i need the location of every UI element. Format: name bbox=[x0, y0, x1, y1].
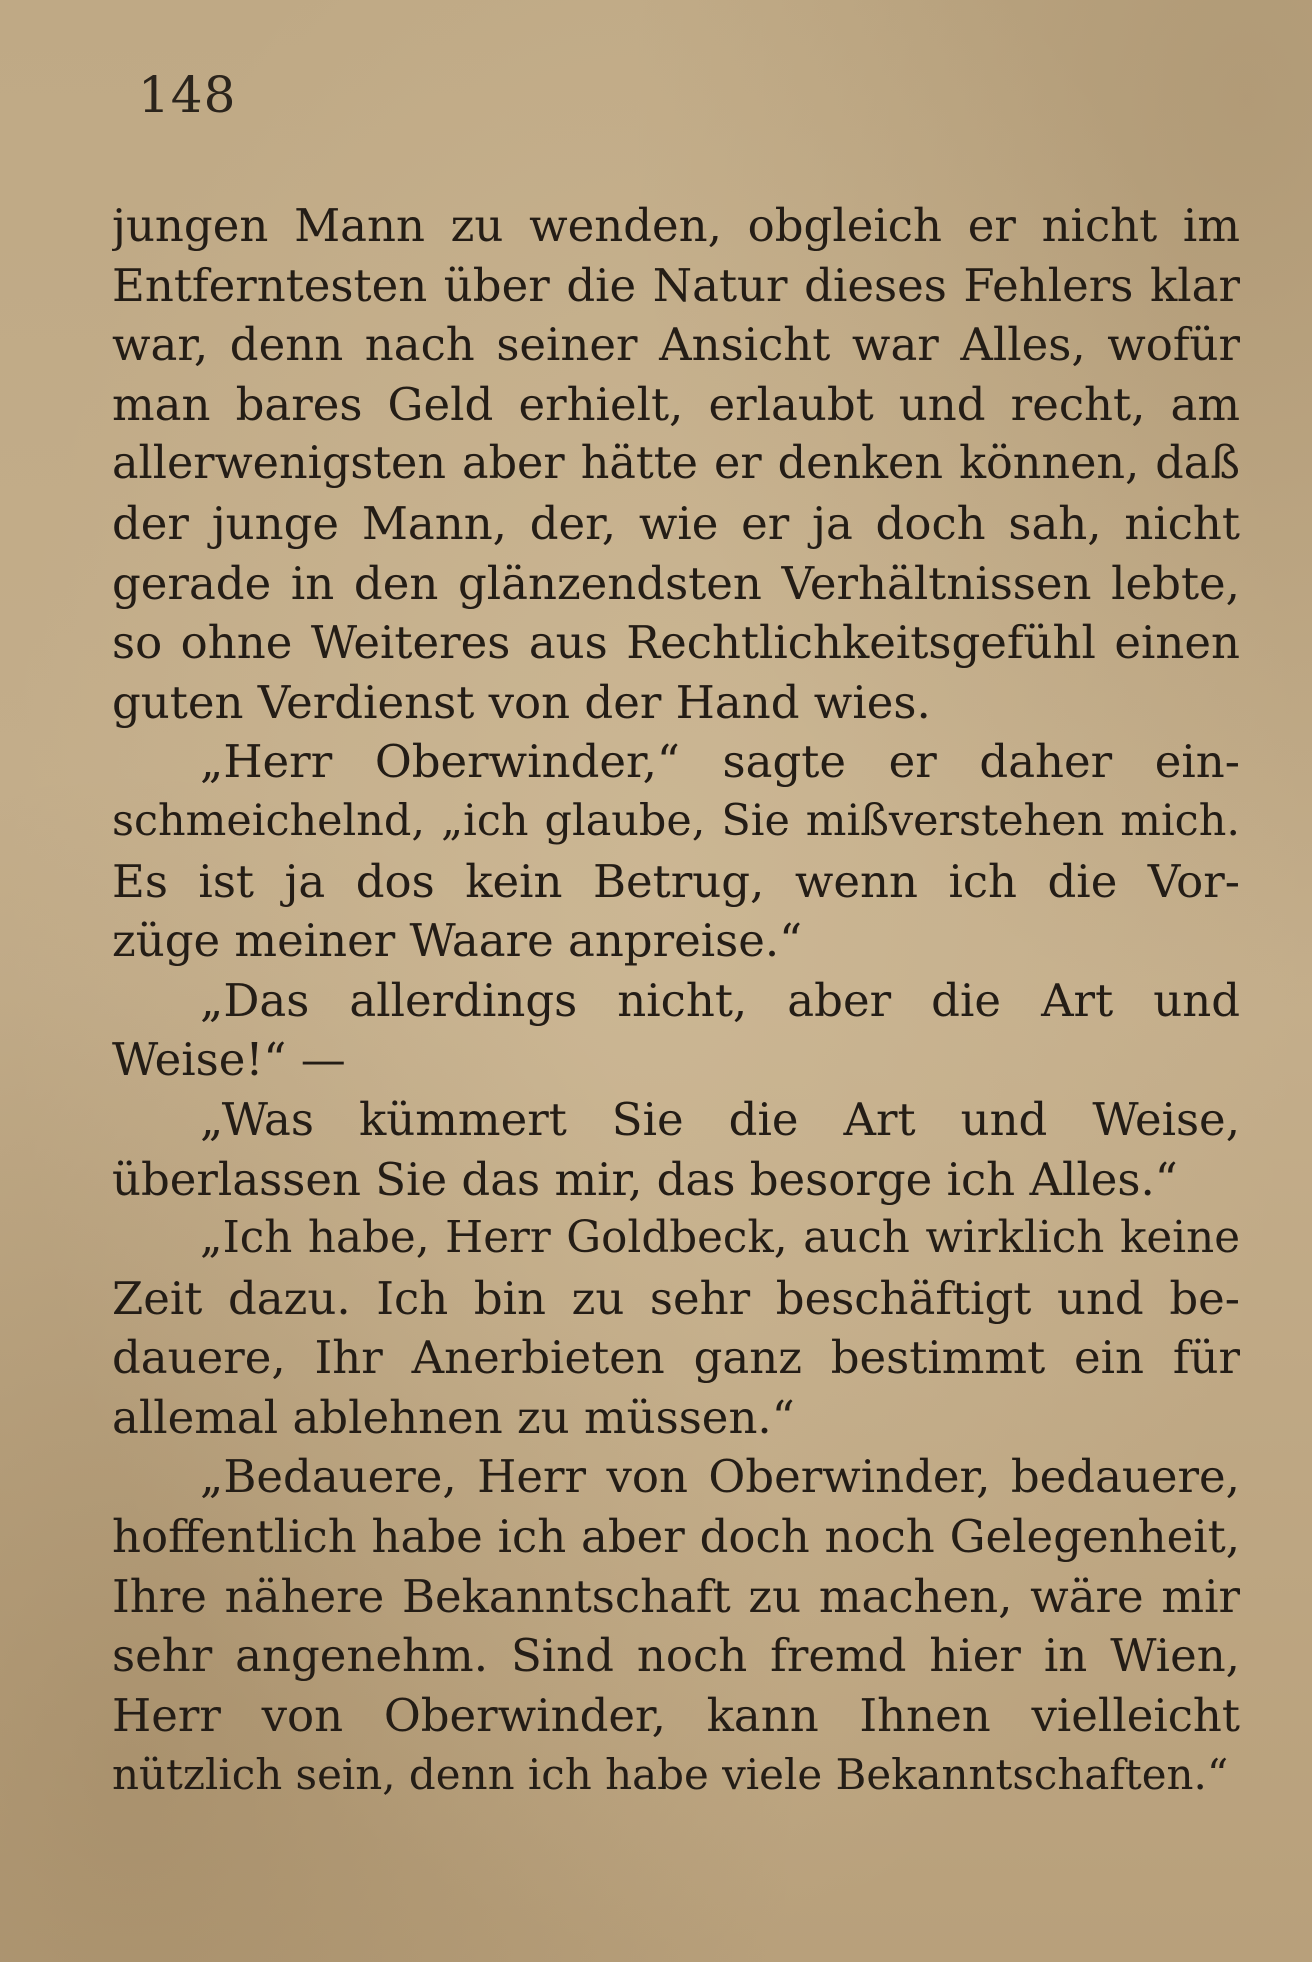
text-line: Es ist ja dos kein Betrug, wenn ich die Vor- bbox=[112, 854, 1240, 908]
text-line: überlassen Sie das mir, das besorge ich Alles.“ bbox=[112, 1152, 1178, 1206]
text-line: guten Verdienst von der Hand wies. bbox=[112, 675, 931, 729]
text-line: Herr von Oberwinder, kann Ihnen vielleicht bbox=[112, 1688, 1240, 1742]
paragraph bbox=[112, 196, 1240, 732]
paragraph bbox=[112, 732, 1240, 970]
text-line: Zeit dazu. Ich bin zu sehr beschäftigt und be- bbox=[112, 1271, 1240, 1325]
text-line: der junge Mann, der, wie er ja doch sah, nicht bbox=[112, 496, 1240, 550]
text-line: Entferntesten über die Natur dieses Fehlers klar bbox=[112, 258, 1240, 312]
text-line: Ihre nähere Bekanntschaft zu machen, wäre mir bbox=[112, 1569, 1240, 1623]
paragraph bbox=[112, 1090, 1240, 1209]
text-line: allemal ablehnen zu müssen.“ bbox=[112, 1390, 795, 1444]
body-text bbox=[112, 196, 1240, 1805]
text-line: jungen Mann zu wenden, obgleich er nicht im bbox=[112, 199, 1240, 252]
text-line: „Bedauere, Herr von Oberwinder, bedauere, bbox=[200, 1450, 1240, 1504]
text-line: „Ich habe, Herr Goldbeck, auch wirklich keine bbox=[200, 1213, 1240, 1264]
text-line: schmeichelnd, „ich glaube, Sie mißverstehen mich. bbox=[112, 795, 1240, 846]
page-number: 148 bbox=[138, 66, 237, 124]
text-line: Weise!“ — bbox=[112, 1033, 346, 1087]
text-line: „Herr Oberwinder,“ sagte er daher ein- bbox=[200, 735, 1240, 789]
paragraph bbox=[112, 1447, 1240, 1805]
text-line: allerwenigsten aber hätte er denken können, daß bbox=[112, 438, 1240, 490]
text-line: man bares Geld erhielt, erlaubt und recht, am bbox=[112, 377, 1240, 431]
text-line: dauere, Ihr Anerbieten ganz bestimmt ein für bbox=[112, 1331, 1240, 1385]
text-line: war, denn nach seiner Ansicht war Alles, wofür bbox=[112, 318, 1240, 372]
text-line: nützlich sein, denn ich habe viele Bekanntschaften.“ bbox=[112, 1750, 1229, 1800]
text-line: gerade in den glänzendsten Verhältnissen lebte, bbox=[112, 556, 1240, 610]
text-line: „Was kümmert Sie die Art und Weise, bbox=[200, 1092, 1240, 1146]
paragraph bbox=[112, 1209, 1240, 1447]
text-line: so ohne Weiteres aus Rechtlichkeitsgefühl einen bbox=[112, 616, 1240, 670]
text-line: züge meiner Waare anpreise.“ bbox=[112, 914, 803, 968]
text-line: „Das allerdings nicht, aber die Art und bbox=[200, 973, 1240, 1027]
text-line: hoffentlich habe ich aber doch noch Gelegenheit, bbox=[112, 1510, 1240, 1564]
text-line: sehr angenehm. Sind noch fremd hier in Wien, bbox=[112, 1629, 1240, 1683]
paragraph bbox=[112, 971, 1240, 1090]
